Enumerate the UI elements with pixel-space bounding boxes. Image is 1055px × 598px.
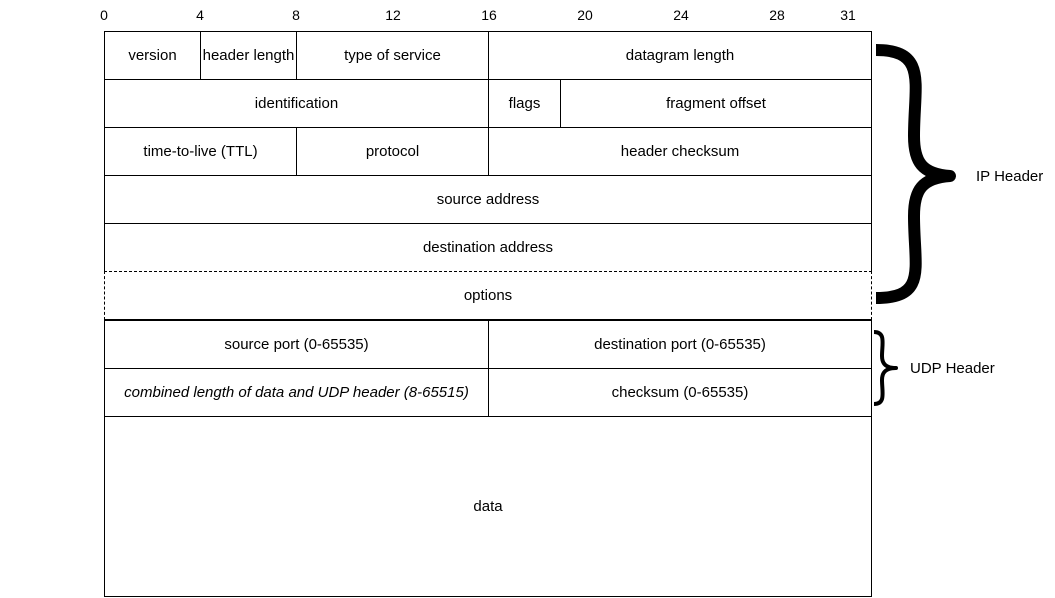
bit-tick: 16 bbox=[481, 7, 497, 23]
bit-tick: 4 bbox=[196, 7, 204, 23]
field-identification: identification bbox=[104, 79, 489, 128]
field-source-address: source address bbox=[104, 175, 872, 224]
bit-tick: 12 bbox=[385, 7, 401, 23]
packet-diagram bbox=[104, 31, 872, 597]
field-header-checksum: header checksum bbox=[488, 127, 872, 176]
bit-tick: 28 bbox=[769, 7, 785, 23]
bit-ruler bbox=[0, 0, 1055, 30]
field-destination-address: destination address bbox=[104, 223, 872, 272]
bit-tick: 20 bbox=[577, 7, 593, 23]
field-version: version bbox=[104, 31, 201, 80]
bit-tick: 31 bbox=[840, 7, 856, 23]
field-ttl: time-to-live (TTL) bbox=[104, 127, 297, 176]
bit-tick: 8 bbox=[292, 7, 300, 23]
field-fragment-offset: fragment offset bbox=[560, 79, 872, 128]
bit-tick: 24 bbox=[673, 7, 689, 23]
bit-tick: 0 bbox=[100, 7, 108, 23]
field-header-length: header length bbox=[200, 31, 297, 80]
udp-header-label: UDP Header bbox=[910, 360, 995, 377]
ip-header-label: IP Header bbox=[976, 168, 1044, 185]
field-source-port: source port (0-65535) bbox=[104, 320, 489, 369]
field-datagram-length: datagram length bbox=[488, 31, 872, 80]
field-flags: flags bbox=[488, 79, 561, 128]
field-type-of-service: type of service bbox=[296, 31, 489, 80]
field-destination-port: destination port (0-65535) bbox=[488, 320, 872, 369]
field-data: data bbox=[104, 416, 872, 597]
field-protocol: protocol bbox=[296, 127, 489, 176]
field-udp-checksum: checksum (0-65535) bbox=[488, 368, 872, 417]
field-options: options bbox=[104, 271, 872, 320]
udp-header-brace-icon bbox=[870, 328, 906, 408]
field-udp-length: combined length of data and UDP header (8-65515) bbox=[104, 368, 489, 417]
ip-header-brace-icon bbox=[870, 44, 960, 304]
